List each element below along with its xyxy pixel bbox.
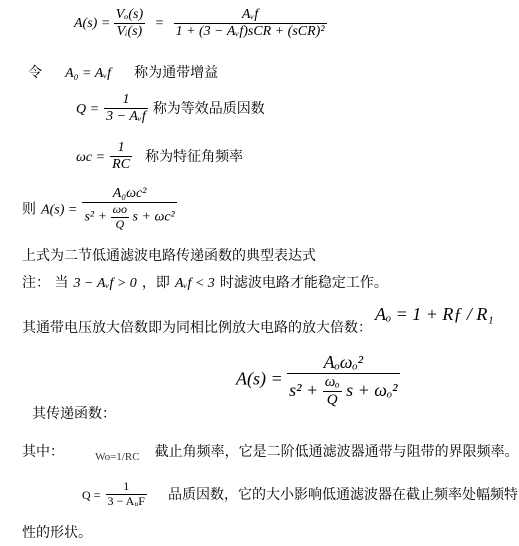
text-shape: 性的形状。 bbox=[22, 525, 92, 541]
w-desc: 称为特征角频率 bbox=[145, 149, 244, 166]
text-typical-expression: 上式为二节低通滤波电路传递函数的典型表达式 bbox=[22, 248, 316, 264]
line-passband-gain bbox=[28, 62, 218, 82]
big-den-a: s² + bbox=[289, 379, 319, 400]
text-passband-voltage-gain: 其通带电压放大倍数即为同相比例放大电路的放大倍数： bbox=[22, 320, 372, 336]
eq1-ratio-den: Vᵢ(s) bbox=[116, 24, 143, 40]
w-frac bbox=[110, 140, 132, 173]
q2-num: 1 bbox=[106, 480, 147, 495]
eq1-ratio-num: Vₒ(s) bbox=[114, 7, 145, 24]
text-transfer-function: 其传递函数： bbox=[32, 406, 116, 422]
note-f2: Aᵥf < 3 bbox=[175, 276, 215, 291]
eq1-rhs-num: Aᵥf bbox=[174, 7, 327, 24]
line-standard-form bbox=[22, 186, 177, 232]
q-desc: 称为等效品质因数 bbox=[152, 101, 265, 118]
ze-den-frac-den: Q bbox=[115, 216, 125, 231]
ling-desc: 称为通带增益 bbox=[134, 65, 219, 81]
q-frac bbox=[104, 92, 148, 125]
big-num: Aₒωₒ² bbox=[287, 352, 399, 374]
eq1-ratio bbox=[114, 7, 145, 40]
big-den-frac bbox=[323, 374, 342, 410]
cutoff-formula: Wo=1/RC bbox=[95, 451, 140, 463]
big-den-frac-den: Q bbox=[326, 391, 338, 408]
q2-lhs: Q = bbox=[82, 487, 101, 502]
q-den: 3 − Aᵥf bbox=[106, 109, 146, 125]
q2-den: 3 − AᵤF bbox=[107, 493, 145, 508]
text-quality-factor-effect bbox=[82, 480, 518, 509]
ze-den-b: s + ωc² bbox=[132, 209, 175, 225]
cutoff-b: 截止角频率，它是二阶低通滤波器通带与阻带的界限频率。 bbox=[154, 444, 519, 460]
eq1-eq: = bbox=[154, 15, 165, 31]
line-quality-factor bbox=[76, 92, 265, 125]
q-num: 1 bbox=[104, 92, 148, 109]
ze-num: A₀ωc² bbox=[82, 186, 176, 203]
note-b: ，即 bbox=[141, 275, 170, 291]
cutoff-a: 其中： bbox=[22, 444, 64, 460]
w-lhs: ωc = bbox=[76, 150, 106, 166]
text-cutoff-frequency bbox=[22, 441, 519, 463]
ze-den-a: s² + bbox=[84, 209, 108, 225]
ling-formula: A₀ = Aᵥf bbox=[65, 66, 112, 81]
ling-prefix: 令 bbox=[28, 65, 42, 81]
eq1-rhs bbox=[174, 7, 327, 40]
big-lhs: A(s) = bbox=[236, 368, 283, 389]
equation-gain: Aₒ = 1 + Rƒ / R₁ bbox=[375, 304, 494, 324]
q-lhs: Q = bbox=[76, 102, 100, 118]
text-stability-note bbox=[22, 272, 388, 292]
ze-prefix: 则 bbox=[22, 201, 36, 218]
eq1-rhs-den: 1 + (3 − Aᵥf)sCR + (sCR)² bbox=[175, 24, 325, 40]
eq1-lhs: A(s) = bbox=[74, 15, 111, 31]
w-den: RC bbox=[112, 157, 131, 173]
ze-lhs: A(s) = bbox=[41, 202, 78, 218]
ze-frac bbox=[82, 186, 176, 232]
ze-den bbox=[82, 203, 176, 232]
big-frac bbox=[287, 352, 399, 409]
ze-den-frac bbox=[111, 203, 129, 232]
note-c: 时滤波电路才能稳定工作。 bbox=[219, 275, 388, 291]
note-f1: 3 − Aᵥf > 0 bbox=[73, 276, 137, 291]
big-den-frac-num: ωₒ bbox=[323, 374, 342, 392]
note-a: 注： 当 bbox=[22, 275, 69, 291]
equation-transfer-definition bbox=[74, 7, 327, 40]
big-den-b: s + ωₒ² bbox=[346, 379, 398, 400]
big-den bbox=[287, 374, 399, 410]
q2-frac bbox=[106, 480, 147, 509]
line-characteristic-frequency bbox=[76, 140, 243, 173]
ze-den-frac-num: ωo bbox=[112, 202, 128, 217]
w-num: 1 bbox=[110, 140, 132, 157]
equation-transfer-big bbox=[236, 352, 400, 409]
q2-desc: 品质因数，它的大小影响低通滤波器在截止频率处幅频特 bbox=[168, 486, 519, 503]
